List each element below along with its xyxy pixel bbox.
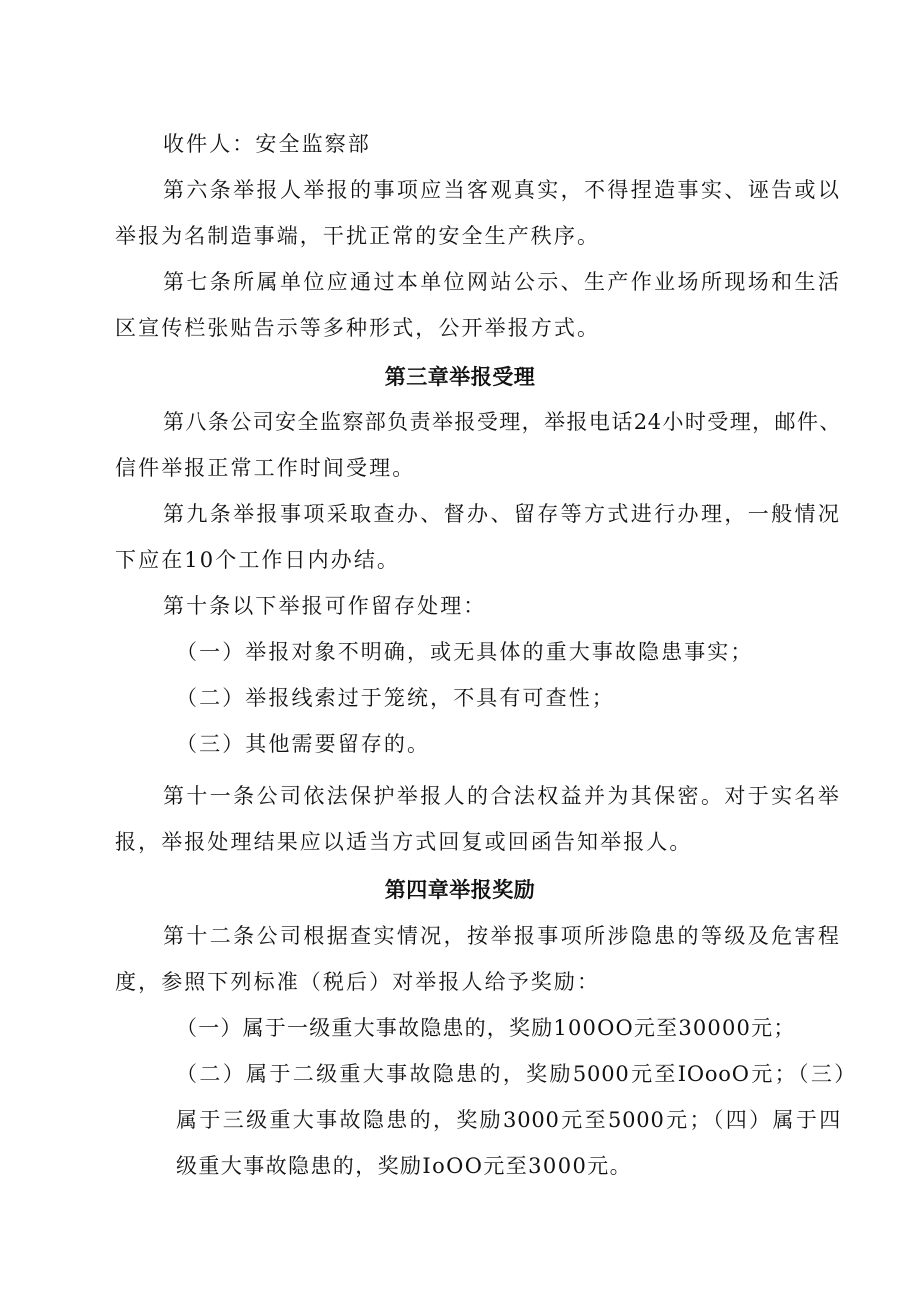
article-12-item-3: 属于三级重大事故隐患的，奖励3000元至5000元；（四）属于四 xyxy=(176,1108,841,1132)
article-12-item-4: 级重大事故隐患的，奖励IoOO元至3000元。 xyxy=(176,1154,633,1178)
article-12-item-2: （二）属于二级重大事故隐患的，奖励5000元至IOooO元；（三） xyxy=(176,1062,856,1086)
article-8-line-2: 信件举报正常工作时间受理。 xyxy=(115,456,416,480)
article-6-line-1: 第六条举报人举报的事项应当客观真实，不得捏造事实、诬告或以 xyxy=(163,178,841,202)
article-7-line-1: 第七条所属单位应通过本单位网站公示、生产作业场所现场和生活 xyxy=(163,270,841,294)
article-7-line-2: 区宣传栏张贴告示等多种形式，公开举报方式。 xyxy=(115,316,601,340)
article-12-item-1: （一）属于一级重大事故隐患的，奖励100OO元至30000元； xyxy=(176,1016,796,1040)
article-12-line-2: 度，参照下列标准（税后）对举报人给予奖励： xyxy=(115,970,601,994)
article-12-line-1: 第十二条公司根据查实情况，按举报事项所涉隐患的等级及危害程 xyxy=(163,924,841,948)
article-10-line-1: 第十条以下举报可作留存处理： xyxy=(163,594,487,618)
article-11-line-2: 报，举报处理结果应以适当方式回复或回函告知举报人。 xyxy=(115,830,693,854)
article-10-item-1: （一）举报对象不明确，或无具体的重大事故隐患事实； xyxy=(176,640,754,664)
article-9-line-2: 下应在10个工作日内办结。 xyxy=(115,548,401,572)
article-10-item-2: （二）举报线索过于笼统，不具有可查性； xyxy=(176,686,615,710)
recipient-line: 收件人：安全监察部 xyxy=(163,132,371,156)
article-6-line-2: 举报为名制造事端，干扰正常的安全生产秩序。 xyxy=(115,224,601,248)
chapter-4-heading: 第四章举报奖励 xyxy=(384,878,536,902)
article-8-line-1: 第八条公司安全监察部负责举报受理，举报电话24小时受理，邮件、 xyxy=(163,410,841,434)
article-10-item-3: （三）其他需要留存的。 xyxy=(176,732,431,756)
article-11-line-1: 第十一条公司依法保护举报人的合法权益并为其保密。对于实名举 xyxy=(163,784,841,808)
article-9-line-1: 第九条举报事项采取查办、督办、留存等方式进行办理，一般情况 xyxy=(163,502,841,526)
chapter-3-heading: 第三章举报受理 xyxy=(384,365,536,389)
